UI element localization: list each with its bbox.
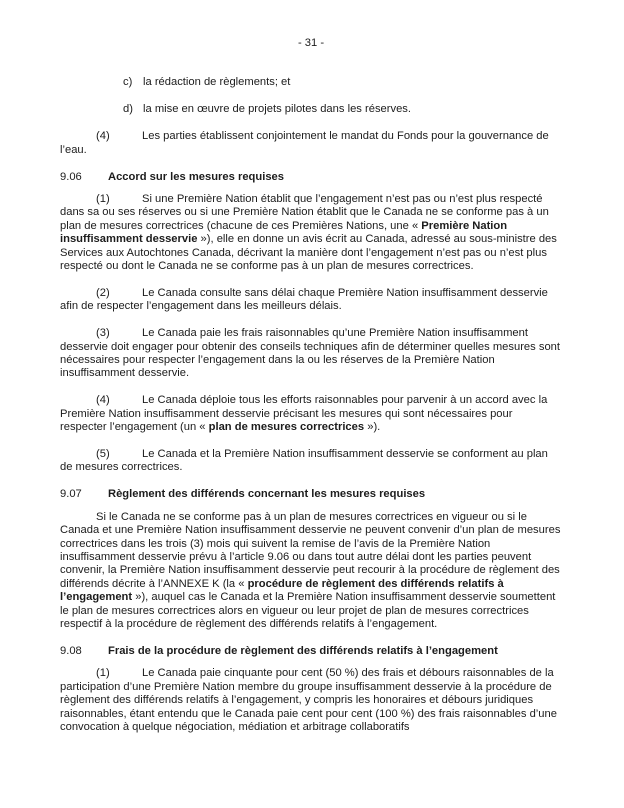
- paragraph-number: (5): [96, 448, 110, 461]
- paragraph-text: »), elle en donne un avis écrit au Canada, adressé au sous-ministre des Services aux Autochtones Canada, décrivant la manière dont l’engagement n’est pas ou n’est plus respecté ou dont le Canada ne se conforme pas à un plan de mesures correctrices.: [60, 233, 557, 272]
- paragraph-text: Le Canada et la Première Nation insuffisamment desservie se conforment au plan de mesures correctrices.: [60, 448, 548, 474]
- carryover-paragraph: [60, 130, 562, 157]
- list-item-text: la mise en œuvre de projets pilotes dans les réserves.: [143, 103, 411, 116]
- defined-term: procédure de règlement des différends relatifs à l’engagement: [60, 577, 504, 604]
- paragraph-number: (4): [96, 394, 110, 407]
- section-title: Frais de la procédure de règlement des différends relatifs à l’engagement: [108, 644, 498, 657]
- paragraph-9-06-4: [60, 394, 562, 434]
- paragraph-9-06-1: [60, 193, 562, 273]
- page-number: - 31 -: [297, 37, 325, 49]
- section-number: 9.07: [60, 488, 82, 501]
- paragraph-number: (4): [96, 130, 110, 143]
- paragraph-number: (1): [96, 192, 110, 205]
- defined-term: plan de mesures correctrices: [208, 421, 365, 434]
- paragraph-text: Le Canada paie les frais raisonnables qu’une Première Nation insuffisamment desservie doit engager pour obtenir des conseils techniques afin de déterminer quelles mesures sont nécessaires pour respecter l’engagement dans la ou les réserves de la Première Nation insuffisamment desservie.: [60, 327, 561, 380]
- paragraph-number: (1): [96, 667, 110, 680]
- paragraph-9-06-5: [60, 448, 562, 475]
- section-heading-9-06: [60, 171, 562, 184]
- paragraph-text: Si une Première Nation établit que l’engagement n’est pas ou n’est plus respecté dans sa ou ses réserves ou si une Première Nation établit que le Canada ne se conforme pas à un plan de mesures correctrices (chacune de ces Premières Nations, une «: [60, 192, 549, 232]
- paragraph-9-06-3: [60, 327, 562, 381]
- paragraph-9-06-2: [60, 287, 562, 314]
- paragraph-9-08-1: [60, 667, 562, 734]
- section-heading-9-07: [60, 488, 562, 501]
- paragraph-text: »), auquel cas le Canada et la Première Nation insuffisamment desservie soumettent le plan de mesures correctrices alors en vigueur ou leur projet de plan de mesures correctrices respectif à la procédure de règlement des différends relatifs à l’engagement.: [60, 591, 556, 630]
- paragraph-text: »).: [364, 421, 381, 434]
- paragraph-number: (3): [96, 327, 110, 340]
- section-number: 9.08: [60, 644, 82, 657]
- section-title: Accord sur les mesures requises: [108, 170, 284, 183]
- paragraph-number: (2): [96, 286, 110, 299]
- paragraph-text: Le Canada consulte sans délai chaque Première Nation insuffisamment desservie afin de respecter l’engagement dans les meilleurs délais.: [60, 286, 548, 313]
- list-item-d: [123, 103, 562, 116]
- list-item-text: la rédaction de règlements; et: [143, 76, 291, 89]
- list-item-c: [123, 76, 562, 89]
- paragraph-text: Si le Canada ne se conforme pas à un plan de mesures correctrices en vigueur ou si le Canada et une Première Nation insuffisamment desservie ne peuvent convenir d’un plan de mesures correctrices dans les trois (3) mois qui suivent la remise de l’avis de la Première Nation insuffisamment desservie prévu à l’article 9.06 ou dans tout autre délai dont les parties peuvent convenir, la Première Nation insuffisamment desservie peut recourir à la procédure de règlement des différends décrite à l’ANNEXE K (la «: [60, 510, 561, 590]
- paragraph-text: Les parties établissent conjointement le mandat du Fonds pour la gouvernance de l’eau.: [60, 130, 549, 156]
- defined-term: Première Nation insuffisamment desservie: [60, 219, 508, 246]
- section-heading-9-08: [60, 645, 562, 658]
- section-title: Règlement des différends concernant les mesures requises: [108, 488, 426, 501]
- list-marker: d): [123, 103, 133, 116]
- list-marker: c): [123, 76, 133, 89]
- paragraph-text: Le Canada paie cinquante pour cent (50 %) des frais et débours raisonnables de la participation d’une Première Nation membre du groupe insuffisamment desservie à la procédure de règlement des différends relatifs à l’engagement, y compris les honoraires et débours juridiques raisonnables, étant entendu que le Canada paie cent pour cent (100 %) des frais raisonnables d’une convocation à quelque négociation, médiation et arbitrage collaboratifs: [60, 667, 557, 733]
- section-number: 9.06: [60, 170, 82, 183]
- paragraph-text: Le Canada déploie tous les efforts raisonnables pour parvenir à un accord avec la Première Nation insuffisamment desservie précisant les mesures qui sont nécessaires pour respecter l’engagement (un «: [60, 394, 548, 434]
- paragraph-9-07: [60, 511, 562, 632]
